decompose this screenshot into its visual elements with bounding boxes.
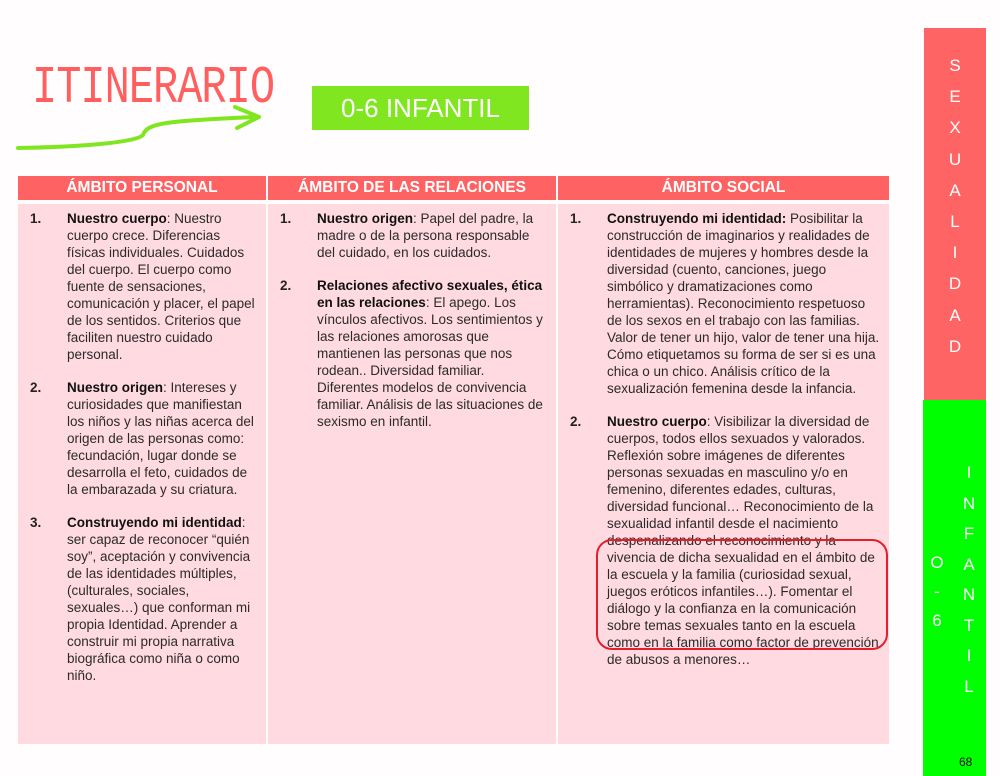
sidebar-letter: A [963, 554, 975, 574]
item-heading: Nuestro cuerpo [607, 414, 707, 429]
list-item [280, 210, 548, 261]
sidebar-infantil [923, 400, 986, 776]
sidebar-letter: I [966, 646, 972, 665]
item-number: 2. [280, 278, 292, 293]
sidebar-letter: T [963, 615, 975, 635]
column-header: ÁMBITO PERSONAL [18, 176, 266, 200]
item-body: : Visibilizar la diversidad de cuerpos, todos ellos sexuados y valorados. Reflexión sobre imágenes de diferentes personas sexuadas en masculino y/o en femenino, diferentes edades, culturas, diversidad funcional… Reconocimiento de la sexualidad infantil desde el nacimiento despenalizando el reconocimiento y la vivencia de dicha sexualidad en el ámbito de la escuela y la familia (curiosidad sexual, juegos eróticos infantiles…). Fomentar el diálogo y la confianza en la comunicación sobre temas sexuales tanto en la escuela como en la familia como factor de prevención de abusos a menores… [607, 414, 879, 667]
item-text [317, 210, 548, 261]
item-body: Posibilitar la construcción de imaginarios y realidades de identidades de mujeres y hombres desde la diversidad (cuento, canciones, juego simbólico y dramatizaciones como herramientas). Reconocimiento respetuoso de los sexos en el trabajo con las familias. Valor de tener un hijo, valor de tener una hija. Cómo etiquetamos su forma de ser si es una chica o un chico. Análisis crítico de la sexualización femenina desde la infancia. [607, 211, 880, 396]
item-text [607, 210, 881, 397]
sidebar-letter: N [962, 585, 976, 604]
list-item [280, 277, 548, 430]
page-title: ITINERARIO [32, 58, 275, 118]
age-range-badge: 0-6 INFANTIL [312, 86, 529, 130]
sidebar-letter: S [949, 56, 961, 75]
sidebar-letter: - [934, 582, 940, 601]
list-item [570, 210, 881, 397]
sidebar-age-range [929, 548, 945, 635]
list-item [30, 514, 258, 684]
item-heading: Construyendo mi identidad [67, 515, 242, 530]
column-body [18, 204, 266, 744]
column-personal [18, 176, 266, 744]
item-text [607, 413, 881, 668]
item-text [67, 379, 258, 498]
sidebar-letter: I [966, 463, 972, 482]
sidebar-letter: D [948, 336, 962, 356]
sidebar-letter: E [949, 87, 961, 107]
sidebar-letter: U [948, 149, 962, 169]
column-relaciones [268, 176, 556, 744]
item-heading: Nuestro cuerpo [67, 211, 167, 226]
item-heading: Nuestro origen [67, 380, 164, 395]
sidebar-letter: A [949, 305, 961, 325]
item-heading: Relaciones afectivo sexuales, ética en las relaciones [317, 278, 543, 310]
column-header: ÁMBITO DE LAS RELACIONES [268, 176, 556, 200]
column-body [268, 204, 556, 744]
item-number: 2. [30, 380, 42, 395]
item-heading: Nuestro origen [317, 211, 414, 226]
content-table [18, 176, 899, 744]
sidebar-letter: F [963, 524, 975, 543]
sidebar-sexualidad [924, 28, 986, 400]
sidebar-letter: D [948, 274, 962, 294]
item-number: 3. [30, 515, 42, 530]
list-item [30, 379, 258, 498]
list-item [570, 413, 881, 668]
item-body: : Papel del padre, la madre o de la persona responsable del cuidado, en los cuidados. [317, 211, 534, 260]
item-body: : El apego. Los vínculos afectivos. Los sentimientos y las relaciones amorosas que mantienen las personas que nos rodean.. Diversidad familiar. Diferentes modelos de convivencia familiar. Análisis de las situaciones de sexismo en infantil. [317, 295, 543, 429]
column-body [558, 204, 889, 744]
sidebar-letter: I [952, 243, 958, 263]
sidebar-letter: L [950, 212, 960, 232]
item-body: : Nuestro cuerpo crece. Diferencias físicas individuales. Cuidados del cuerpo. El cuerpo como fuente de sensaciones, comunicación y placer, el papel de los sentidos. Criterios que faciliten nuestro cuidado personal. [67, 211, 255, 362]
sidebar-letter: L [964, 676, 974, 696]
sidebar-letter: O [930, 553, 944, 572]
item-number: 1. [30, 211, 42, 226]
item-body: : ser capaz de reconocer “quién soy”, aceptación y convivencia de las identidades múltiples, (culturales, sociales, sexuales…) que conforman mi propia Identidad. Aprender a construir mi propia narrativa biográfica como niña o como niño. [67, 515, 251, 683]
item-number: 2. [570, 414, 582, 429]
page-number: 68 [959, 755, 973, 769]
item-number: 1. [280, 211, 292, 226]
item-text [67, 210, 258, 363]
arrow-icon [15, 95, 275, 155]
item-text [317, 277, 548, 430]
sidebar-letter: N [962, 493, 976, 513]
sidebar-letter: A [949, 180, 961, 200]
list-item [30, 210, 258, 363]
item-body: : Intereses y curiosidades que manifiestan los niños y las niñas acerca del origen de las personas como: fecundación, lugar donde se desarrolla el feto, cuidados de la embarazada y su criatura. [67, 380, 254, 497]
item-number: 1. [570, 211, 582, 226]
item-heading: Construyendo mi identidad: [607, 211, 787, 226]
column-social [558, 176, 889, 744]
item-text [67, 514, 258, 684]
sidebar-stage [961, 458, 977, 702]
sidebar-letter: 6 [932, 611, 942, 630]
column-header: ÁMBITO SOCIAL [558, 176, 889, 200]
sidebar-letter: X [949, 118, 961, 138]
